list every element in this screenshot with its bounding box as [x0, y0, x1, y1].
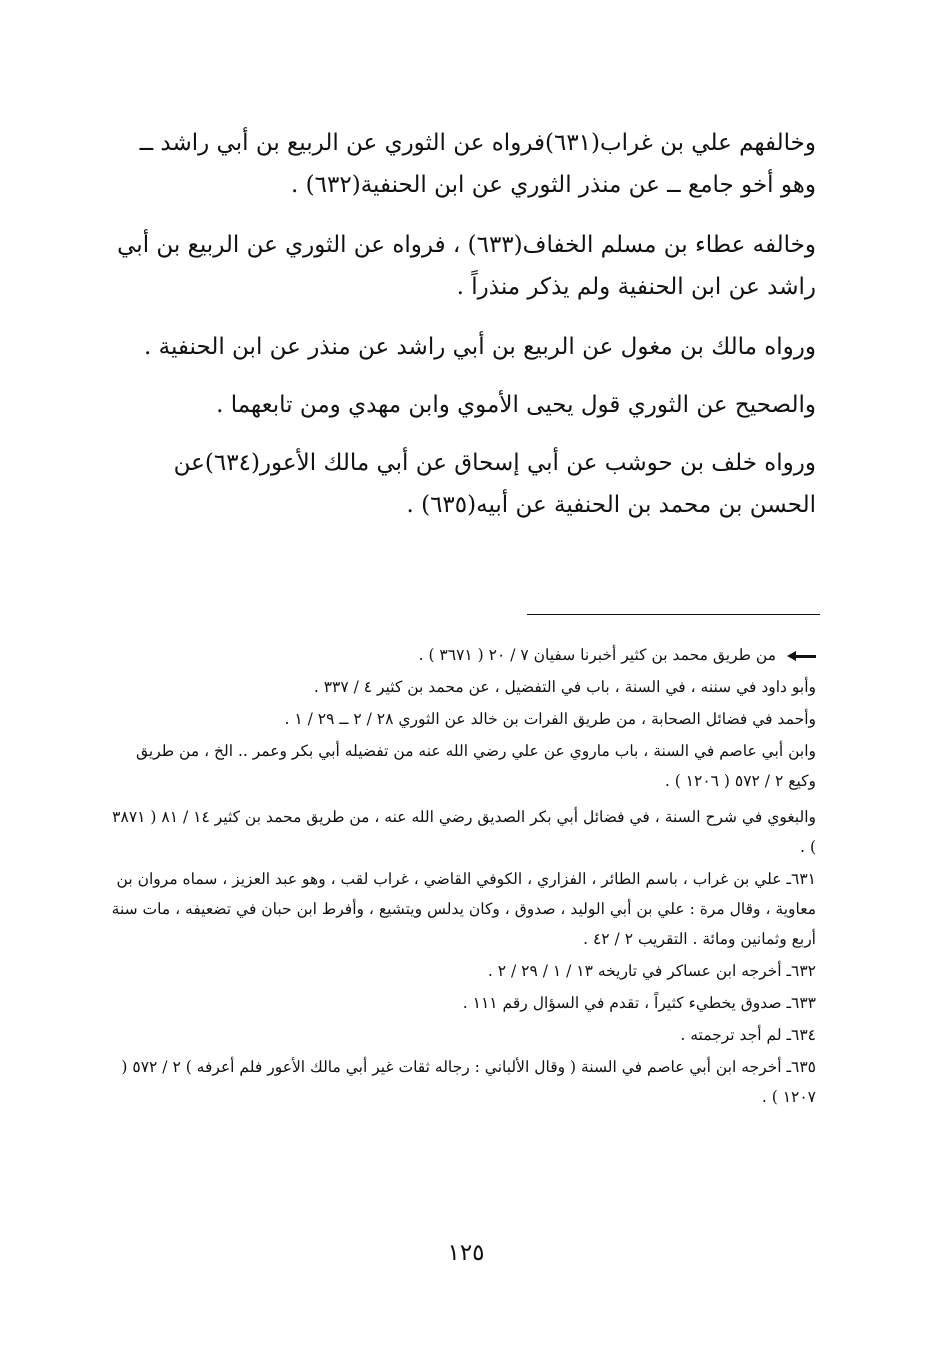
continuation-arrow-icon [786, 652, 816, 660]
footnotes [110, 640, 816, 1114]
page-number: ١٢٥ [447, 1240, 485, 1266]
footnote-635: ٦٣٥ـ أخرجه ابن أبي عاصم في السنة ( وقال الألباني : رجاله ثقات غير أبي مالك الأعور فلم أعرفه ) ٢ / ٥٧٢ ( ١٢٠٧ ) . [121, 1058, 816, 1106]
footnote-continuation [110, 640, 816, 670]
footnote-continuation: والبغوي في شرح السنة ، في فضائل أبي بكر الصديق رضي الله عنه ، من طريق محمد بن كثير ١٤ / ٨١ ( ٣٨٧١ ) . [112, 808, 816, 856]
footnote-continuation: وابن أبي عاصم في السنة ، باب ماروي عن علي رضي الله عنه من تفضيله أبي بكر وعمر .. الخ ، من طريق وكيع ٢ / ٥٧٢ ( ١٢٠٦ ) . [136, 742, 816, 790]
footnote-continuation: وأحمد في فضائل الصحابة ، من طريق الفرات بن خالد عن الثوري ٢٨ / ٢ ــ ٢٩ / ١ . [284, 710, 816, 728]
paragraph: والصحيح عن الثوري قول يحيى الأموي وابن مهدي ومن تابعهما . [216, 392, 816, 418]
main-text [110, 122, 816, 526]
paragraph: ورواه خلف بن حوشب عن أبي إسحاق عن أبي مالك الأعور(٦٣٤)عن الحسن بن محمد بن الحنفية عن أبيه(٦٣٥) . [173, 450, 816, 518]
footnote-631: ٦٣١ـ علي بن غراب ، باسم الطائر ، الفزاري ، الكوفي القاضي ، غراب لقب ، وهو عبد العزيز ، سماه مروان بن معاوية ، وقال مرة : علي بن أبي الوليد ، صدوق ، وكان يدلس ويتشيع ، وأفرط ابن حبان في تضعيفه ، مات سنة أربع وثمانين ومائة . التقريب ٢ / ٤٢ . [111, 870, 816, 948]
paragraph: وخالفهم علي بن غراب(٦٣١)فرواه عن الثوري عن الربيع بن أبي راشد ــ وهو أخو جامع ــ عن منذر الثوري عن ابن الحنفية(٦٣٢) . [139, 130, 816, 198]
footnote-text: من طريق محمد بن كثير أخبرنا سفيان ٧ / ٢٠ ( ٣٦٧١ ) . [418, 646, 776, 664]
paragraph: ورواه مالك بن مغول عن الربيع بن أبي راشد عن منذر عن ابن الحنفية . [144, 334, 816, 360]
footnote-separator [527, 614, 820, 615]
footnote-634: ٦٣٤ـ لم أجد ترجمته . [680, 1026, 816, 1044]
footnote-632: ٦٣٢ـ أخرجه ابن عساكر في تاريخه ١٣ / ١ / ٢٩ / ٢ . [487, 962, 816, 980]
footnote-continuation: وأبو داود في سننه ، في السنة ، باب في التفضيل ، عن محمد بن كثير ٤ / ٣٣٧ . [313, 678, 816, 696]
footnote-633: ٦٣٣ـ صدوق يخطيء كثيراً ، تقدم في السؤال رقم ١١١ . [462, 994, 816, 1012]
paragraph: وخالفه عطاء بن مسلم الخفاف(٦٣٣) ، فرواه عن الثوري عن الربيع بن أبي راشد عن ابن الحنفية ولم يذكر منذراً . [117, 232, 816, 300]
